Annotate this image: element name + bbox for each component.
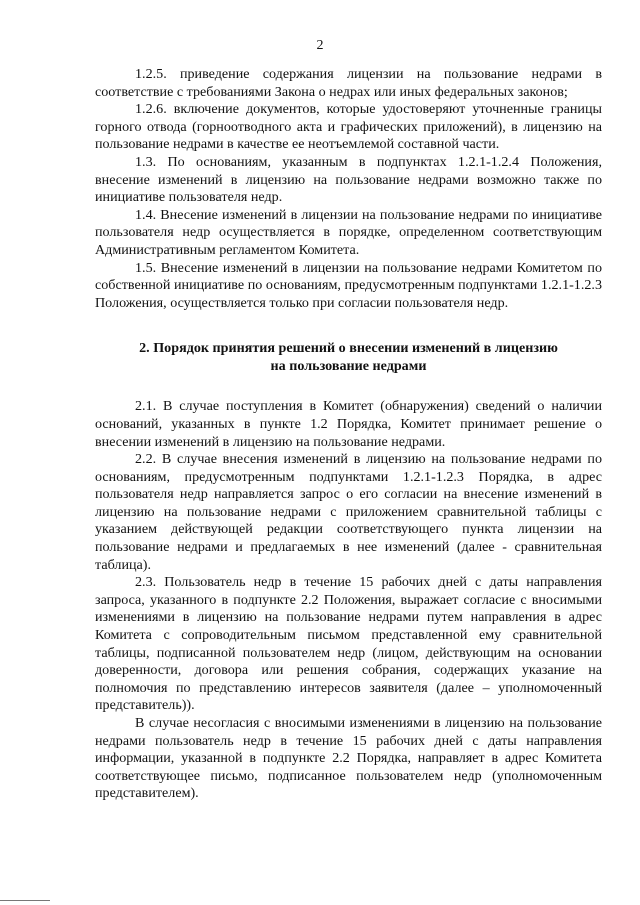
section-2-heading-line-2: на пользование недрами [270, 358, 427, 375]
paragraph-2-3: 2.3. Пользователь недр в течение 15 рабочих дней с даты направления запроса, указанного в подпункте 2.2 Положения, выражает согласие с вносимыми изменениями в лицензию на пользование недрами путем направления в адрес Комитета с сопроводительным письмом представленной ему сравнительной таблицы, подписанной пользователем недр (лицом, действующим на основании доверенности, договора или решения собрания, содержащих указание на полномочия по представлению интересов заявителя (далее – уполномоченный представитель)). [95, 574, 602, 714]
footer-divider [0, 900, 50, 901]
paragraph-1-5: 1.5. Внесение изменений в лицензии на пользование недрами Комитетом по собственной инициативе по основаниям, предусмотренным подпунктами 1.2.1-1.2.3 Положения, осуществляется только при согласии пользователя недр. [95, 259, 602, 311]
document-body [95, 66, 602, 803]
section-2-heading-line-1: 2. Порядок принятия решений о внесении изменений в лицензию [139, 340, 558, 357]
paragraph-2-1: 2.1. В случае поступления в Комитет (обнаружения) сведений о наличии оснований, указанных в пункте 1.2 Порядка, Комитет принимает решение о внесении изменений в лицензию на пользование недрами. [95, 398, 602, 450]
section-2-heading [95, 339, 602, 375]
paragraph-disagreement: В случае несогласия с вносимыми изменениями в лицензию на пользование недрами пользователь недр в течение 15 рабочих дней с даты направления информации, указанной в подпункте 2.2 Порядка, направляет в адрес Комитета соответствующее письмо, подписанное пользователем недр (уполномоченным представителем). [95, 715, 602, 802]
paragraph-1-2-5: 1.2.5. приведение содержания лицензии на пользование недрами в соответствие с требованиями Закона о недрах или иных федеральных законов; [95, 66, 602, 100]
paragraph-1-2-6: 1.2.6. включение документов, которые удостоверяют уточненные границы горного отвода (горноотводного акта и графических приложений), в лицензию на пользование недрами в качестве ее неотъемлемой составной части. [95, 101, 602, 153]
paragraph-1-3: 1.3. По основаниям, указанным в подпунктах 1.2.1-1.2.4 Положения, внесение изменений в лицензию на пользование недрами возможно также по инициативе пользователя недр. [95, 153, 602, 206]
paragraph-2-2: 2.2. В случае внесения изменений в лицензию на пользование недрами по основаниям, предусмотренным подпунктами 1.2.1-1.2.3 Порядка, в адрес пользователя недр направляется запрос о его согласии на внесение изменений в лицензию на пользование недрами с приложением сравнительной таблицы с указанием действующей редакции соответствующего пункта лицензии на пользование недрами и предлагаемых в нее изменений (далее - сравнительная таблица). [95, 451, 602, 573]
paragraph-1-4: 1.4. Внесение изменений в лицензии на пользование недрами по инициативе пользователя недр осуществляется в порядке, определенном соответствующим Административным регламентом Комитета. [95, 206, 602, 258]
page-number: 2 [316, 38, 324, 53]
